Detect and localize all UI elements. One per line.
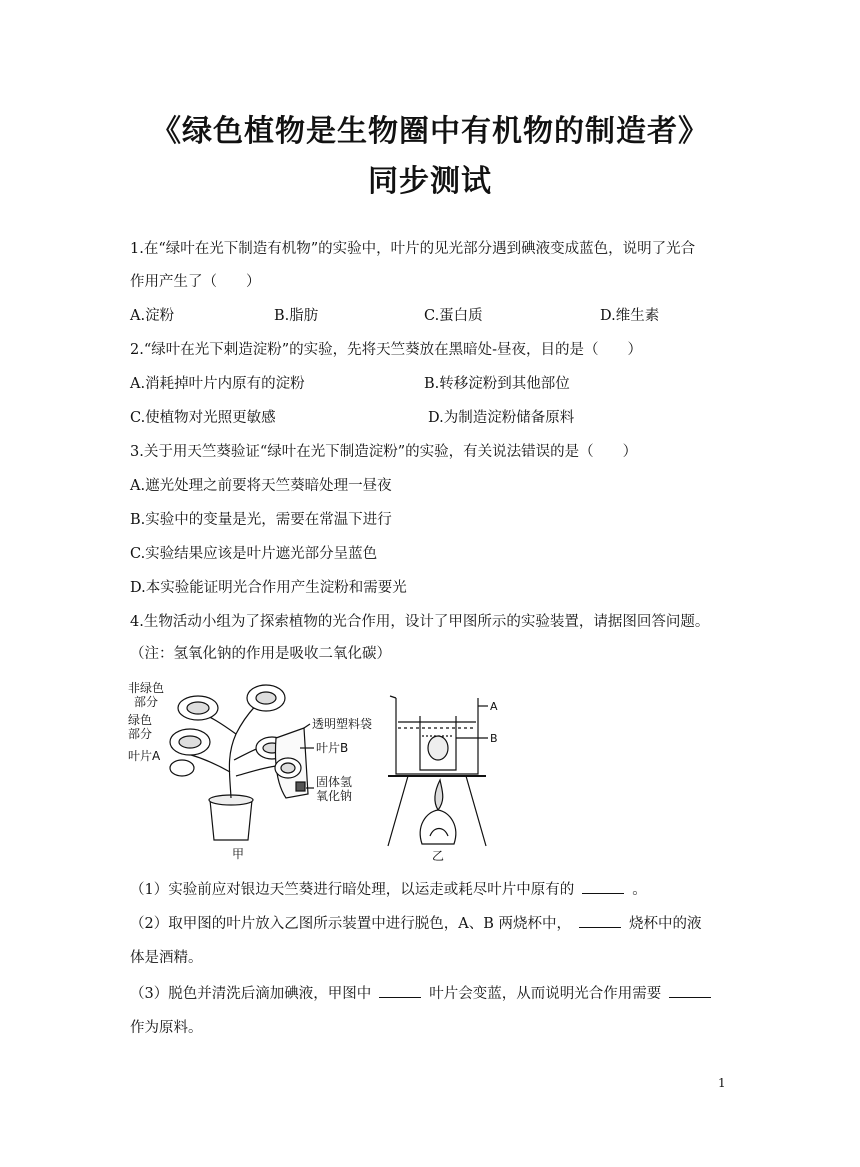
q2-option-a[interactable]: A.消耗掉叶片内原有的淀粉 (130, 376, 305, 392)
label-part-2: 部分 (128, 727, 153, 741)
q4-sub3-blank-2[interactable] (669, 983, 711, 998)
q4-sub3-blank-1[interactable] (379, 983, 421, 998)
q1-option-c[interactable]: C.蛋白质 (424, 308, 483, 324)
q4-sub3 (130, 982, 719, 1003)
q3-stem: 3.关于用天竺葵验证“绿叶在光下制造淀粉”的实验，有关说法错误的是（ ） (130, 444, 638, 460)
q4-sub1-text: （1）实验前应对银边天竺葵进行暗处理，以运走或耗尽叶片中原有的 (130, 882, 575, 898)
q4-sub2-cont: 体是酒精。 (130, 950, 203, 966)
q2-option-d[interactable]: D.为制造淀粉储备原料 (428, 410, 575, 426)
q4-sub3-mid: 叶片会变蓝，从而说明光合作用需要 (429, 986, 662, 1002)
q3-option-c[interactable]: C.实验结果应该是叶片遮光部分呈蓝色 (130, 546, 378, 562)
label-part-1: 部分 (134, 695, 159, 709)
q3-option-b[interactable]: B.实验中的变量是光，需要在常温下进行 (130, 512, 392, 528)
label-beaker-a: A (490, 700, 498, 713)
q1-option-d[interactable]: D.维生素 (600, 308, 660, 324)
q4-sub3-cont: 作为原料。 (130, 1020, 203, 1036)
q1-option-a[interactable]: A.淀粉 (130, 308, 175, 324)
q4-sub2 (130, 912, 701, 933)
q3-option-d[interactable]: D.本实验能证明光合作用产生淀粉和需要光 (130, 580, 407, 596)
document-title: 《绿色植物是生物圈中有机物的制造者》 (151, 114, 709, 149)
q4-sub1-end: 。 (632, 882, 647, 898)
label-green: 绿色 (128, 713, 153, 727)
q3-option-a[interactable]: A.遮光处理之前要将天竺葵暗处理一昼夜 (130, 478, 392, 494)
label-plastic-bag: 透明塑料袋 (312, 717, 373, 731)
q4-sub2-end: 烧杯中的液 (628, 916, 702, 932)
q2-option-b[interactable]: B.转移淀粉到其他部位 (424, 376, 570, 392)
q1-option-b[interactable]: B.脂肪 (274, 308, 319, 324)
label-jia: 甲 (232, 847, 245, 861)
label-yi: 乙 (432, 849, 445, 863)
experiment-figure (126, 676, 506, 866)
q4-sub2-blank[interactable] (579, 913, 621, 928)
label-naoh-1: 固体氢 (316, 775, 353, 789)
q4-sub1 (130, 878, 647, 899)
label-non-green: 非绿色 (128, 681, 165, 695)
document-subtitle: 同步测试 (368, 164, 492, 199)
q1-stem-line2: 作用产生了（ ） (130, 274, 261, 290)
q4-sub2-text: （2）取甲图的叶片放入乙图所示装置中进行脱色，A、B 两烧杯中， (130, 916, 571, 932)
label-leaf-b: 叶片B (316, 741, 349, 755)
q2-stem: 2.“绿叶在光下剌造淀粉”的实验，先将天竺葵放在黑暗处-昼夜，目的是（ ） (130, 342, 643, 358)
q4-sub1-blank[interactable] (582, 879, 624, 894)
label-naoh-2: 氧化钠 (316, 789, 353, 803)
q4-sub3-text: （3）脱色并清洗后滴加碘液，甲图中 (130, 986, 372, 1002)
q2-option-c[interactable]: C.使植物对光照更敏感 (130, 410, 276, 426)
beaker-diagram (388, 696, 488, 846)
label-leaf-a: 叶片A (128, 749, 161, 763)
q4-stem-line2: （注：氢氧化钠的作用是吸收二氧化碳） (130, 646, 391, 662)
page-number: 1 (718, 1076, 726, 1090)
label-beaker-b: B (490, 732, 498, 745)
plant-diagram (170, 685, 314, 840)
q4-stem-line1: 4.生物活动小组为了探索植物的光合作用，设计了甲图所示的实验装置，请据图回答问题。 (130, 614, 710, 630)
q1-stem-line1: 1.在“绿叶在光下制造有机物”的实验中，叶片的见光部分遇到碘液变成蓝色，说明了光合 (130, 241, 696, 257)
